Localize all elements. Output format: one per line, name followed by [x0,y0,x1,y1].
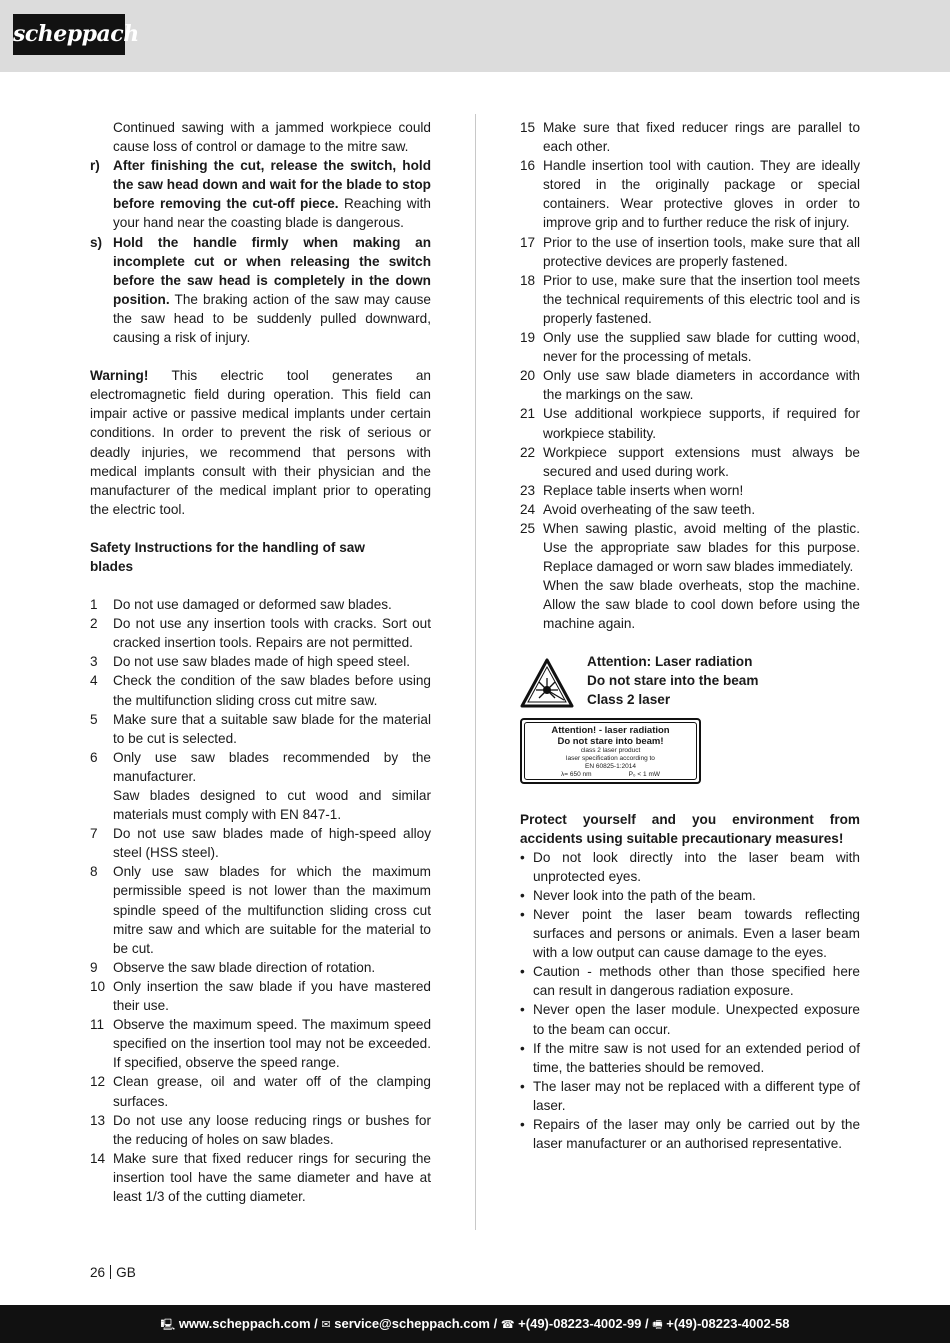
saw-blade-list-continued [520,118,860,634]
item-number: 25 [520,520,536,536]
laser-line-1: Attention: Laser radiation [587,653,753,669]
page-number-value: 26 [90,1265,106,1280]
list-item [90,671,431,709]
bullet-item [520,905,860,962]
item-text: Do not use any loose reducing rings or bushes for the reducing of holes on saw blades. [113,1112,431,1147]
section-heading: Safety Instructions for the handling of saw blades [90,539,365,574]
laser-warning [520,652,860,784]
bullet-text: If the mitre saw is not used for an extended period of time, the batteries should be removed. [533,1040,860,1075]
item-text: Only use the supplied saw blade for cutting wood, never for the processing of metals. [543,330,860,365]
bullet-item [520,886,860,905]
item-text: Only use saw blade diameters in accordance with the markings on the saw. [543,368,860,403]
brand-logo: scheppach [13,14,125,55]
item-number: 15 [520,120,536,135]
list-item [520,233,860,271]
bullet-icon: • [520,964,525,980]
bullet-text: Do not look directly into the laser beam with unprotected eyes. [533,849,860,884]
page-header [0,0,950,72]
bullet-icon: • [520,1040,525,1056]
bullet-icon: • [520,849,525,865]
protect-heading: Protect yourself and you environment from accidents using suitable precautionary measures! [520,811,860,846]
bullet-text: Repairs of the laser may only be carried out by the laser manufacturer or an authorised representative. [533,1117,860,1152]
bullet-icon: • [520,907,525,922]
item-number: 6 [90,749,98,765]
item-number: 12 [90,1074,106,1090]
item-number: 13 [90,1112,106,1128]
item-number: 17 [520,234,536,250]
label-subtitle: Do not stare into beam! [557,735,664,747]
item-text: Do not use saw blades made of high speed steel. [113,654,410,670]
item-number: 18 [520,272,536,288]
footer-fax: +(49)-08223-4002-58 [666,1316,790,1331]
list-item [520,118,860,156]
list-item [520,366,860,404]
footer-website[interactable]: www.scheppach.com [178,1316,311,1331]
list-item [90,748,431,824]
item-number: 22 [520,444,536,460]
list-item [90,710,431,748]
bullet-icon: • [520,1002,525,1018]
bullet-text: Never point the laser beam towards reflecting surfaces and persons or animals. Even a laser beam with a low output can cause damage to the eyes. [533,907,860,961]
laser-line-3: Class 2 laser [587,691,671,707]
list-item [90,595,431,614]
list-item [90,824,431,862]
item-text: When sawing plastic, avoid melting of the plastic. Use the appropriate saw blades for this purpose. Replace damaged or worn saw blades immediately. [543,520,860,575]
item-text: Clean grease, oil and water off of the clamping surfaces. [113,1074,431,1109]
item-number: 16 [520,158,536,174]
item-number: 24 [520,501,536,517]
list-item [520,519,860,634]
item-text: Do not use damaged or deformed saw blades. [113,597,392,613]
item-text: Prior to the use of insertion tools, make sure that all protective devices are properly fastened. [543,234,860,269]
instruction-marker: r) [90,158,100,174]
label-wavelength: λ= 650 nm [561,770,592,778]
item-text-continued: Saw blades designed to cut wood and similar materials must comply with EN 847-1. [113,788,431,823]
bullet-icon: • [520,1117,525,1133]
bullet-item [520,848,860,886]
item-text: Check the condition of the saw blades before using the multifunction sliding cross cut mitre saw. [113,673,431,708]
item-text: Avoid overheating of the saw teeth. [543,501,756,517]
page-footer: 🖳 www.scheppach.com / ✉ service@scheppach.com / ☎ +(49)-08223-4002-99 / 🖷 +(49)-08223-4002-58 [0,1305,950,1343]
page-language: GB [116,1265,136,1280]
item-text: Do not use any insertion tools with cracks. Sort out cracked insertion tools. Repairs are not permitted. [113,616,431,651]
bullet-item [520,1039,860,1077]
instruction-s [90,233,431,348]
warning-paragraph [90,366,431,519]
item-text: Prior to use, make sure that the insertion tool meets the technical requirements of this electric tool and is properly fastened. [543,272,860,326]
label-spec: laser specification according to [566,754,655,762]
list-item [90,652,431,671]
bullet-item [520,1115,860,1153]
instruction-bold: After finishing the cut, release the switch, hold the saw head down and wait for the blade to stop before removing the cut-off piece. [113,158,431,212]
mail-icon: ✉ [321,1319,331,1331]
footer-email[interactable]: service@scheppach.com [334,1316,490,1331]
list-item [90,1111,431,1149]
laser-safety-list [520,848,860,1154]
item-number: 21 [520,406,536,422]
fax-icon: 🖷 [652,1319,663,1331]
list-item [90,1072,431,1110]
item-text: Observe the maximum speed. The maximum speed specified on the insertion tool may not be exceeded. If specified, observe the speed range. [113,1017,431,1071]
item-text: Only use saw blades recommended by the manufacturer. [113,749,431,784]
warning-label: Warning! [90,368,149,384]
item-text: Do not use saw blades made of high-speed alloy steel (HSS steel). [113,826,431,861]
list-item [90,862,431,957]
item-text: Make sure that fixed reducer rings for securing the insertion tool have the same diameter and have at least 1/3 of the cutting diameter. [113,1150,431,1204]
footer-phone: +(49)-08223-4002-99 [518,1316,642,1331]
list-item [520,328,860,366]
item-number: 7 [90,826,98,842]
item-text: Make sure that fixed reducer rings are parallel to each other. [543,120,860,155]
laser-warning-text [587,652,758,709]
item-number: 9 [90,959,98,975]
instruction-marker: s) [90,234,103,250]
list-item [90,977,431,1015]
item-number: 23 [520,482,536,498]
right-column [520,118,860,1153]
item-number: 10 [90,978,106,994]
item-number: 1 [90,597,98,613]
computer-icon: 🖳 [160,1319,176,1331]
instruction-text: Reaching with your hand near the coasting blade is dangerous. [113,196,431,231]
label-class: class 2 laser product [580,746,641,754]
bullet-text: The laser may not be replaced with a different type of laser. [533,1078,860,1113]
instruction-text: The braking action of the saw may cause the saw head to be suddenly pulled downward, causing a risk of injury. [113,291,431,346]
bullet-icon: • [520,887,525,903]
label-power: P₀ < 1 mW [628,770,660,778]
bullet-text: Caution - methods other than those specified here can result in dangerous radiation exposure. [533,964,860,999]
saw-blade-list [90,595,431,1206]
list-item [520,443,860,481]
bullet-item [520,1077,860,1115]
laser-hazard-icon [520,658,574,708]
bullet-icon: • [520,1078,525,1094]
list-item [90,958,431,977]
bullet-item [520,1000,860,1038]
phone-icon: ☎ [500,1319,515,1331]
instruction-bold: Hold the handle firmly when making an incomplete cut or when releasing the switch before the saw head is completely in the down position. [113,234,431,307]
label-title: Attention! - laser radiation [551,724,670,736]
item-text: Workpiece support extensions must always be secured and used during work. [543,444,860,479]
bullet-item [520,962,860,1000]
item-number: 2 [90,616,98,632]
left-column [90,118,431,1206]
item-text: Only insertion the saw blade if you have mastered their use. [113,978,431,1014]
item-text: Only use saw blades for which the maximum permissible speed is not lower than the maximum spindle speed of the multifunction sliding cross cut mitre saw and which are suitable for the material to be cut. [113,864,431,956]
item-number: 19 [520,330,536,346]
item-number: 11 [90,1017,105,1033]
list-item [520,500,860,519]
list-item [520,404,860,442]
bullet-text: Never open the laser module. Unexpected exposure to the beam can occur. [533,1002,860,1037]
item-text: Handle insertion tool with caution. They are ideally stored in the originally package or special containers. Wear protective gloves in order to improve grip and to further reduce the risk of injury. [543,158,860,231]
page-number [90,1265,136,1280]
warning-text: This electric tool generates an electromagnetic field during operation. This field can impair active or passive medical implants under certain conditions. In order to prevent the risk of serious or deadly injuries, we recommend that persons with medical implants consult with their physician and the manufacturer of the medical implant prior to operating the electric tool. [90,368,431,517]
item-text: Replace table inserts when worn! [543,482,744,498]
item-number: 20 [520,368,536,384]
instruction-r [90,156,431,232]
item-number: 5 [90,711,98,727]
list-item [90,614,431,652]
list-item [90,1149,431,1206]
item-number: 14 [90,1150,106,1166]
laser-product-label [520,718,701,784]
label-standard: EN 60825-1:2014 [585,762,636,770]
list-item [90,1015,431,1072]
list-item [520,156,860,232]
item-text-continued: When the saw blade overheats, stop the machine. Allow the saw blade to cool down before using the machine again. [543,578,860,632]
continued-paragraph: Continued sawing with a jammed workpiece could cause loss of control or damage to the mitre saw. [113,120,431,155]
item-number: 3 [90,654,98,670]
item-text: Observe the saw blade direction of rotation. [113,959,376,975]
item-text: Make sure that a suitable saw blade for the material to be cut is selected. [113,711,431,746]
bullet-text: Never look into the path of the beam. [533,887,756,903]
list-item [520,481,860,500]
laser-line-2: Do not stare into the beam [587,672,759,688]
column-divider [475,114,476,1230]
item-number: 8 [90,864,98,880]
list-item [520,271,860,328]
item-text: Use additional workpiece supports, if required for workpiece stability. [543,406,860,441]
item-number: 4 [90,673,98,689]
